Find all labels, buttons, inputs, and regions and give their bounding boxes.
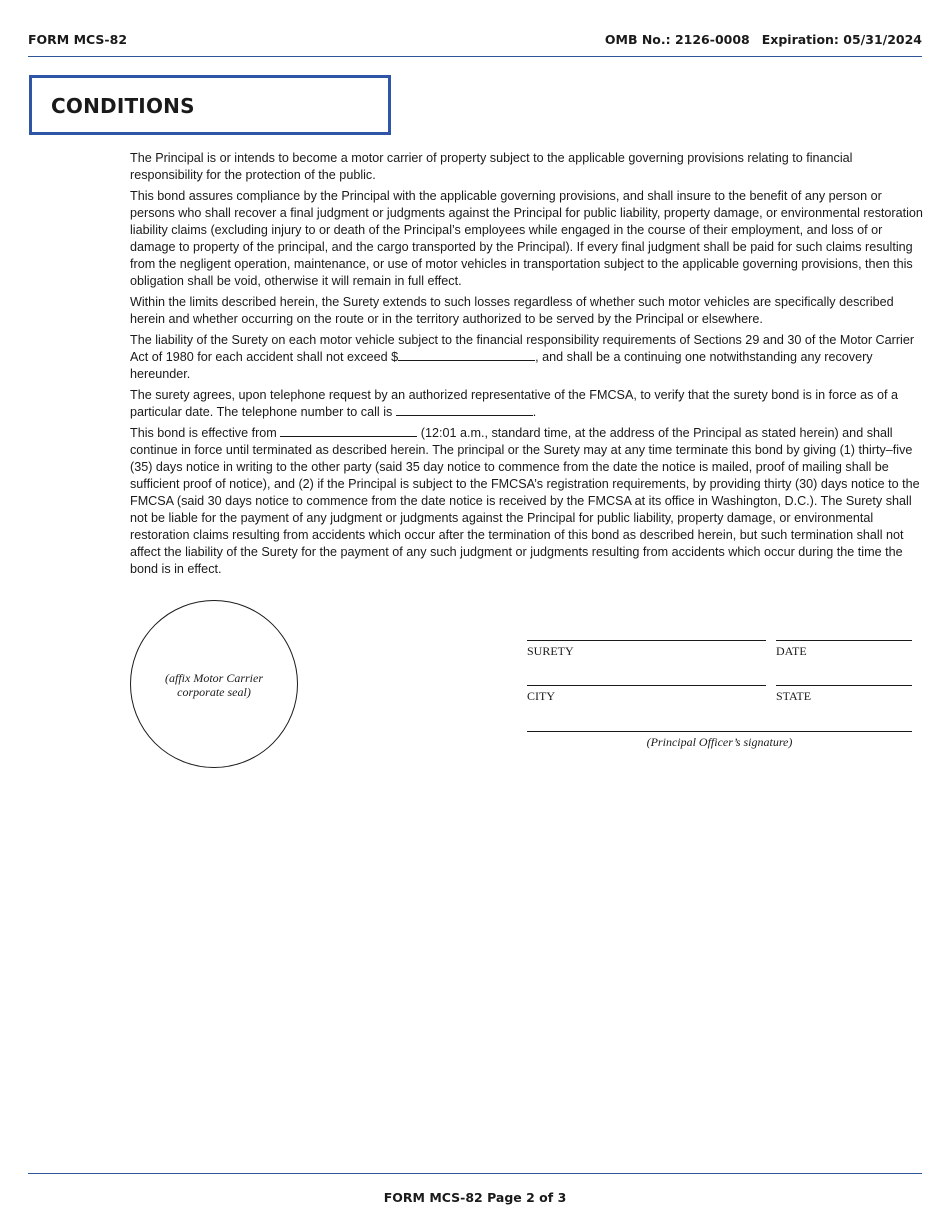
paragraph-telephone bbox=[130, 387, 924, 421]
omb-expiration bbox=[605, 32, 922, 47]
effective-date-field[interactable] bbox=[280, 425, 417, 437]
liability-amount-field[interactable] bbox=[398, 349, 535, 361]
paragraph-compliance: This bond assures compliance by the Principal with the applicable governing provisions, and shall insure to the benefit of any person or persons who shall recover a final judgment or judgments against the Principal for public liability, property damage, or environmental restoration liability claims (excluding injury to or death of the Principal’s employees while engaged in the course of their employment, and loss of or damage to property of the principal, and the cargo transported by the Principal). If every final judgment shall be paid for such claims resulting from the negligent operation, maintenance, or use of motor vehicles in transportation subject to the applicable governing provisions, then this obligation shall be void, otherwise it will remain in full effect. bbox=[130, 189, 923, 288]
date-line[interactable] bbox=[776, 640, 912, 641]
surety-label: SURETY bbox=[527, 644, 574, 658]
seal-line-2: corporate seal) bbox=[177, 685, 251, 699]
effective-text-before: This bond is effective from bbox=[130, 426, 281, 440]
page-footer: FORM MCS-82 Page 2 of 3 bbox=[383, 1190, 567, 1205]
header-rule bbox=[28, 56, 922, 57]
liability-text-before: The liability of the Surety on each motor vehicle subject to the financial responsibility requirements of Sections 29 and 30 of the Motor Carrier Act of 1980 for each accident shall not exceed $ bbox=[130, 333, 915, 364]
form-id: FORM MCS-82 bbox=[28, 32, 128, 47]
expiration-date: Expiration: 05/31/2024 bbox=[761, 32, 922, 47]
officer-signature-caption: (Principal Officer’s signature) bbox=[646, 735, 793, 749]
telephone-text-after: . bbox=[532, 405, 537, 419]
paragraph-limits: Within the limits described herein, the Surety extends to such losses regardless of whether such motor vehicles are specifically described herein and whether occurring on the route or in the territory authorized to be served by the Principal or elsewhere. bbox=[130, 295, 894, 326]
city-line[interactable] bbox=[527, 685, 766, 686]
conditions-text bbox=[130, 150, 924, 582]
effective-text-after: (12:01 a.m., standard time, at the address of the Principal as stated herein) and shall continue in force until terminated as described herein. The principal or the Surety may at any time terminate this bond by giving (1) thirty–five (35) days notice in writing to the other party (said 35 day notice to commence from the date the notice is mailed, proof of mailing shall be sufficient proof of notice), and (2) if the Principal is subject to the FMCSA’s registration requirements, by providing thirty (30) days notice to the FMCSA (said 30 days notice to commence from the date notice is received by the FMCSA at its office in Washington, D.C.). The Surety shall not be liable for the payment of any judgment or judgments against the Principal for public liability, property damage, or environmental restoration claims resulting from accidents which occur after the termination of this bond as described herein, but such termination shall not affect the liability of the Surety for the payment of any such judgment or judgments resulting from accidents which occur during the time the bond is in effect. bbox=[130, 426, 920, 576]
telephone-text-before: The surety agrees, upon telephone request by an authorized representative of the FMCSA, to verify that the surety bond is in force as of a particular date. The telephone number to call is bbox=[130, 388, 898, 419]
corporate-seal-circle bbox=[130, 600, 298, 768]
footer-rule bbox=[28, 1173, 922, 1174]
paragraph-principal: The Principal is or intends to become a motor carrier of property subject to the applicable governing provisions relating to financial responsibility for the protection of the public. bbox=[130, 151, 853, 182]
officer-signature-line[interactable] bbox=[527, 731, 912, 732]
telephone-number-field[interactable] bbox=[396, 404, 533, 416]
state-line[interactable] bbox=[776, 685, 912, 686]
seal-instructions bbox=[131, 671, 297, 699]
omb-number: OMB No.: 2126-0008 bbox=[604, 32, 750, 47]
seal-line-1: (affix Motor Carrier bbox=[165, 671, 263, 685]
paragraph-effective bbox=[130, 425, 924, 578]
date-label: DATE bbox=[776, 644, 807, 658]
paragraph-liability bbox=[130, 332, 924, 383]
section-title: CONDITIONS bbox=[51, 94, 195, 118]
section-title-box bbox=[29, 75, 391, 135]
city-label: CITY bbox=[527, 689, 555, 703]
surety-line[interactable] bbox=[527, 640, 766, 641]
state-label: STATE bbox=[776, 689, 812, 703]
liability-text-after: , and shall be a continuing one notwithstanding any recovery hereunder. bbox=[130, 350, 873, 381]
